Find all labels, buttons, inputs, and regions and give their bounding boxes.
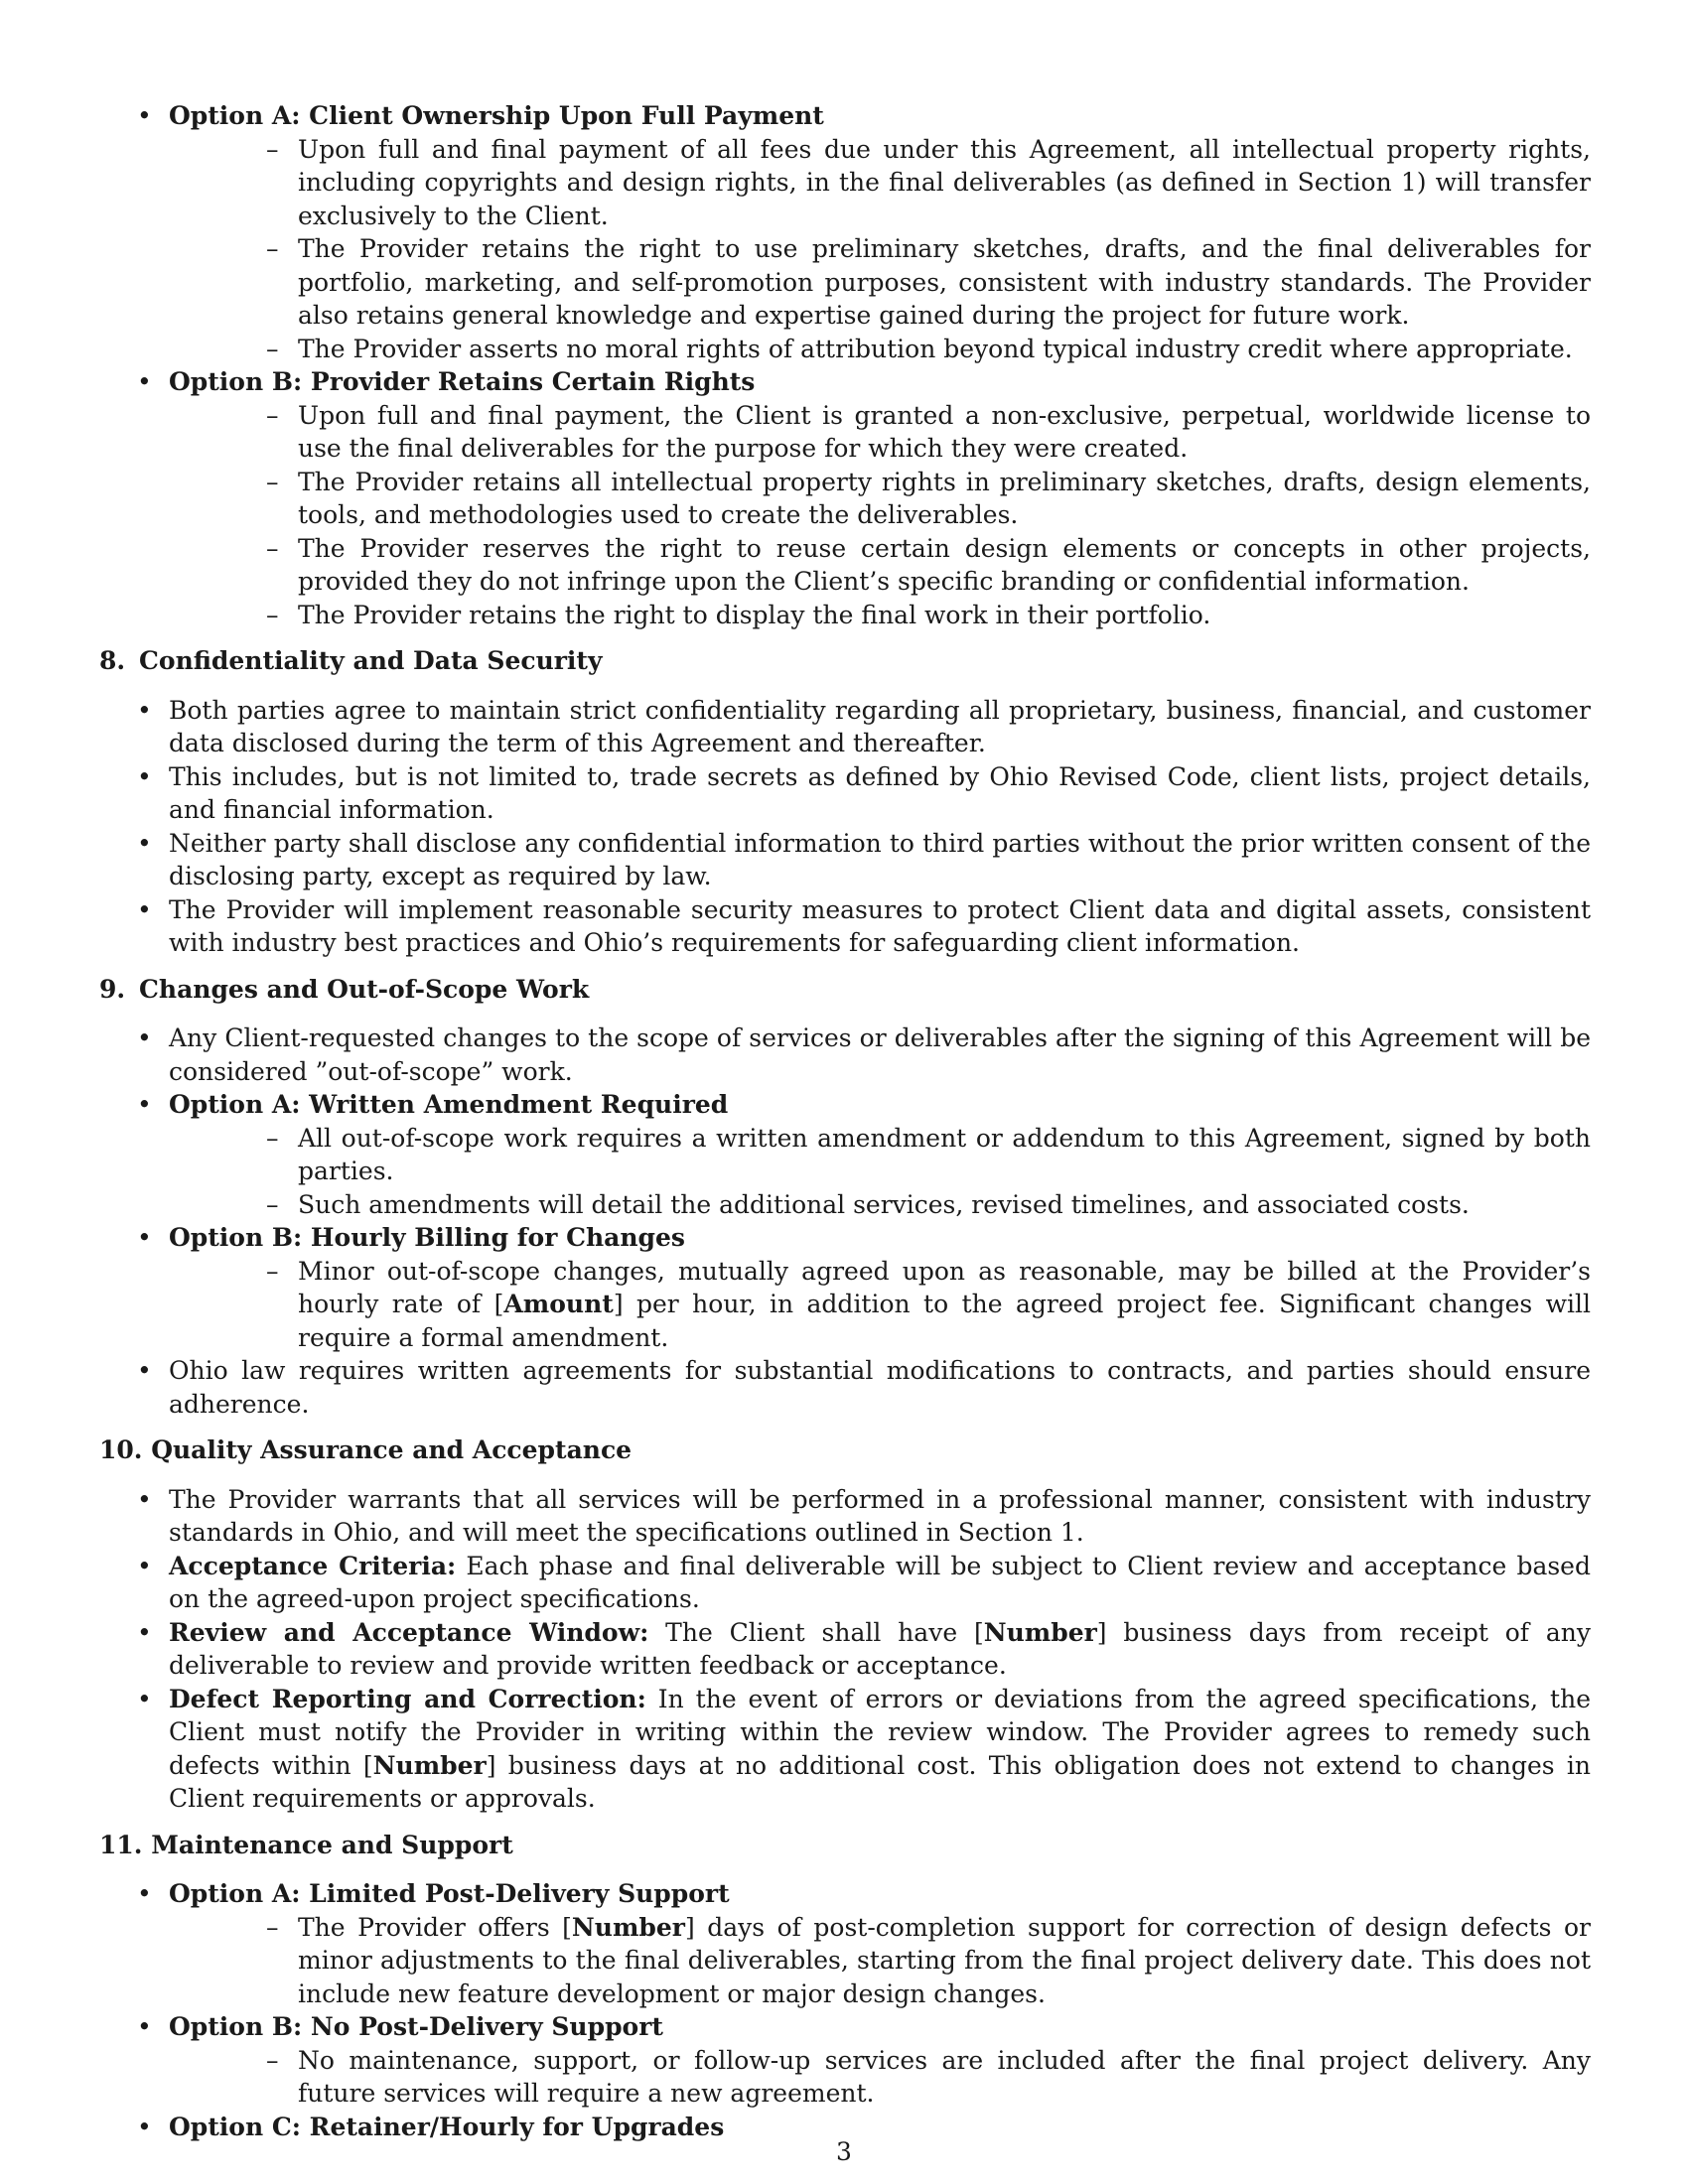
list-item: • Neither party shall disclose any confidential information to third parties without the prior written consent of the disclosing party, except as required by law. bbox=[137, 828, 1591, 890]
option-title: Option A: Client Ownership Upon Full Payment bbox=[169, 101, 824, 130]
scope-changes-list bbox=[99, 1022, 1591, 1421]
option-title: Option B: Hourly Billing for Changes bbox=[169, 1223, 685, 1252]
list-item: – Such amendments will detail the additional services, revised timelines, and associated costs. bbox=[266, 1189, 1470, 1219]
list-item: • Review and Acceptance Window: The Client shall have [Number] business days from receipt of any deliverable to review and provide written feedback or acceptance. bbox=[137, 1617, 1592, 1680]
scope-option-b: • Option B: Hourly Billing for Changes – Minor out-of-scope changes, mutually agreed upon as reasonable, may be billed at the Provider’s hourly rate of [Amount] per hour, in addition to the agreed project fee. Significant changes will require a formal amendment. bbox=[99, 1221, 1591, 1354]
list-item: • This includes, but is not limited to, trade secrets as defined by Ohio Revised Code, client lists, project details, and financial information. bbox=[137, 761, 1591, 824]
option-title: Option A: Written Amendment Required bbox=[169, 1090, 729, 1119]
item-text: Upon full and final payment of all fees due under this Agreement, all intellectual property rights, including copyrights and design rights, in the final deliverables (as defined in Section 1) will transfer exclusively to the Client. bbox=[298, 134, 1591, 230]
item-text: The Provider reserves the right to reuse certain design elements or concepts in other projects, provided they do not infringe upon the Client’s specific branding or confidential information. bbox=[298, 533, 1591, 596]
option-title: Option A: Limited Post-Delivery Support bbox=[169, 1879, 730, 1908]
option-title: Option B: Provider Retains Certain Rights bbox=[169, 367, 756, 396]
list-item: – Minor out-of-scope changes, mutually agreed upon as reasonable, may be billed at the Provider’s hourly rate of [Amount] per hour, in addition to the agreed project fee. Significant changes will require a formal amendment. bbox=[266, 1256, 1592, 1352]
sub-list bbox=[169, 133, 1591, 366]
list-item: – The Provider retains all intellectual property rights in preliminary sketches, drafts, design elements, tools, and methodologies used to create the deliverables. bbox=[266, 467, 1591, 529]
bullet: • bbox=[137, 367, 152, 396]
list-item: – Upon full and final payment of all fees due under this Agreement, all intellectual property rights, including copyrights and design rights, in the final deliverables (as defined in Section 1) will transfer exclusively to the Client. bbox=[266, 134, 1591, 230]
support-option-a: • Option A: Limited Post-Delivery Support – The Provider offers [Number] days of post-completion support for correction of design defects or minor adjustments to the final deliverables, starting from the final project delivery date. This does not include new feature development or major design changes. bbox=[99, 1877, 1591, 2010]
list-item: • The Provider will implement reasonable security measures to protect Client data and digital assets, consistent with industry best practices and Ohio’s requirements for safeguarding client information. bbox=[137, 894, 1591, 957]
list-item: – The Provider asserts no moral rights of attribution beyond typical industry credit where appropriate. bbox=[266, 334, 1573, 363]
support-list bbox=[99, 1877, 1591, 2143]
list-item: – No maintenance, support, or follow-up services are included after the final project delivery. Any future services will require a new agreement. bbox=[266, 2045, 1591, 2108]
list-item: • The Provider warrants that all services will be performed in a professional manner, consistent with industry standards in Ohio, and will meet the specifications outlined in Section 1. bbox=[137, 1484, 1591, 1547]
scope-option-a: • Option A: Written Amendment Required – All out-of-scope work requires a written amendment or addendum to this Agreement, signed by both parties. – Such amendments will detail the additional services, revised timelines, and associated costs. bbox=[99, 1088, 1591, 1221]
sub-list bbox=[169, 399, 1591, 632]
list-item: • Defect Reporting and Correction: In the event of errors or deviations from the agreed specifications, the Client must notify the Provider in writing within the review window. The Provider agrees to remedy such defects within [Number] business days at no additional cost. This obligation does not extend to changes in Client requirements or approvals. bbox=[137, 1684, 1592, 1813]
list-item: – The Provider retains the right to use preliminary sketches, drafts, and the final deliverables for portfolio, marketing, and self-promotion purposes, consistent with industry standards. The Provider also retains general knowledge and expertise gained during the project for future work. bbox=[266, 234, 1591, 330]
document-body bbox=[99, 99, 1591, 2143]
list-item: – The Provider offers [Number] days of post-completion support for correction of design defects or minor adjustments to the final deliverables, starting from the final project delivery date. This does not include new feature development or major design changes. bbox=[266, 1912, 1591, 2008]
sub-list bbox=[169, 1255, 1591, 1355]
support-option-c: • Option C: Retainer/Hourly for Upgrades bbox=[137, 2112, 725, 2141]
page-number: 3 bbox=[836, 2137, 852, 2166]
placeholder-number: Number bbox=[571, 1912, 685, 1942]
sub-list bbox=[169, 2044, 1591, 2111]
item-text: The Provider retains the right to use preliminary sketches, drafts, and the final deliverables for portfolio, marketing, and self-promotion purposes, consistent with industry standards. The Provider also retains general knowledge and expertise gained during the project for future work. bbox=[298, 234, 1591, 330]
list-item: – The Provider retains the right to display the final work in their portfolio. bbox=[266, 600, 1211, 629]
placeholder-number: Number bbox=[372, 1750, 487, 1780]
option-title: Option B: No Post-Delivery Support bbox=[169, 2012, 663, 2041]
bullet: • bbox=[137, 101, 152, 130]
list-item: – All out-of-scope work requires a written amendment or addendum to this Agreement, signed by both parties. bbox=[266, 1123, 1591, 1185]
support-option-b: • Option B: No Post-Delivery Support – No maintenance, support, or follow-up services are included after the final project delivery. Any future services will require a new agreement. bbox=[99, 2010, 1591, 2111]
confidentiality-list bbox=[99, 694, 1591, 960]
list-item: – The Provider reserves the right to reuse certain design elements or concepts in other projects, provided they do not infringe upon the Client’s specific branding or confidential information. bbox=[266, 533, 1591, 596]
list-item: • Any Client-requested changes to the scope of services or deliverables after the signing of this Agreement will be considered ”out-of-scope” work. bbox=[137, 1024, 1591, 1086]
sub-list bbox=[169, 1122, 1591, 1222]
list-item: – Upon full and final payment, the Client is granted a non-exclusive, perpetual, worldwide license to use the final deliverables for the purpose for which they were created. bbox=[266, 400, 1591, 463]
list-item: • Acceptance Criteria: Each phase and final deliverable will be subject to Client review and acceptance based on the agreed-upon project specifications. bbox=[137, 1551, 1591, 1613]
placeholder-number: Number bbox=[983, 1617, 1097, 1647]
section-heading-9: 9. Changes and Out-of-Scope Work bbox=[99, 974, 590, 1004]
list-item: • Ohio law requires written agreements for substantial modifications to contracts, and parties should ensure adherence. bbox=[137, 1356, 1591, 1419]
quality-list bbox=[99, 1483, 1591, 1816]
section-heading-10: 10. Quality Assurance and Acceptance bbox=[99, 1435, 633, 1464]
ip-options-list bbox=[99, 99, 1591, 631]
item-text: The Provider asserts no moral rights of attribution beyond typical industry credit where appropriate. bbox=[298, 334, 1573, 363]
item-text: The Provider retains the right to display the final work in their portfolio. bbox=[298, 600, 1211, 629]
placeholder-amount: Amount bbox=[503, 1290, 614, 1318]
item-text: The Provider retains all intellectual property rights in preliminary sketches, drafts, design elements, tools, and methodologies used to create the deliverables. bbox=[298, 467, 1591, 529]
section-heading-8: 8. Confidentiality and Data Security bbox=[99, 646, 603, 675]
ip-option-b bbox=[99, 365, 1591, 631]
section-heading-11: 11. Maintenance and Support bbox=[99, 1830, 513, 1859]
list-item: • Both parties agree to maintain strict confidentiality regarding all proprietary, business, financial, and customer data disclosed during the term of this Agreement and thereafter. bbox=[137, 695, 1591, 757]
item-text: Upon full and final payment, the Client is granted a non-exclusive, perpetual, worldwide license to use the final deliverables for the purpose for which they were created. bbox=[298, 400, 1591, 463]
option-title: Option C: Retainer/Hourly for Upgrades bbox=[169, 2112, 725, 2141]
ip-option-a bbox=[99, 99, 1591, 365]
sub-list bbox=[169, 1911, 1591, 2011]
